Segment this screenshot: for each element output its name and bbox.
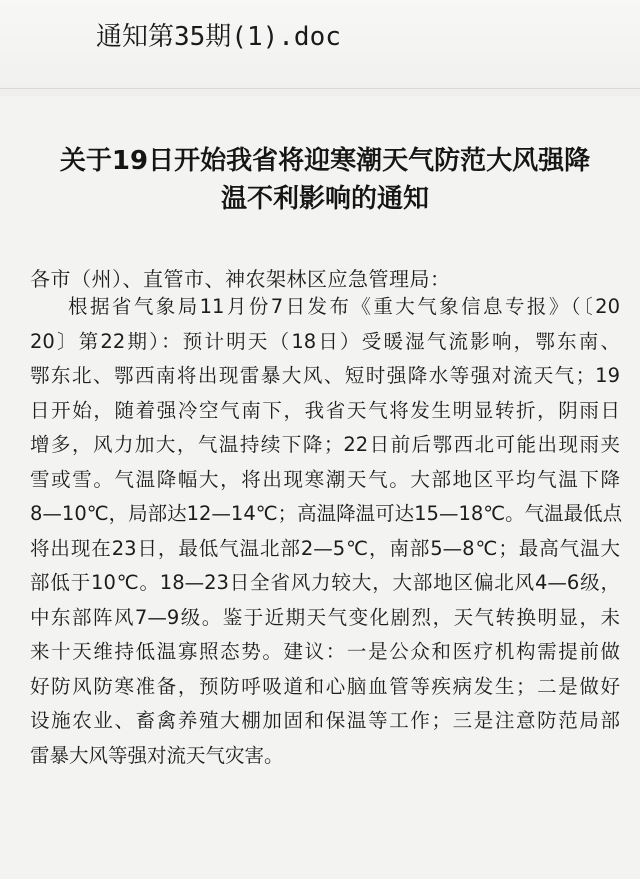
- heading-line: 温不利影响的通知: [220, 184, 429, 214]
- body-line: 根据省气象局11月份7日发布《重大气象信息专报》（〔20: [68, 295, 620, 318]
- body-line: 中东部阵风7—9级。鉴于近期天气变化剧烈，天气转换明显，未: [30, 605, 620, 629]
- heading-line: 关于19日开始我省将迎寒潮天气防范大风强降: [59, 146, 591, 176]
- body-line: 设施农业、畜禽养殖大棚加固和保温等工作；三是注意防范局部: [30, 709, 620, 732]
- body-line: 好防风防寒准备，预防呼吸道和心脑血管等疾病发生；二是做好: [30, 674, 620, 698]
- document-heading: [30, 142, 620, 218]
- body-line: 鄂东北、鄂西南将出现雷暴大风、短时强降水等强对流天气；19: [30, 364, 620, 387]
- body-line: 将出现在23日，最低气温北部2—5℃，南部5—8℃；最高气温大: [30, 536, 620, 560]
- body-line: 日开始，随着强冷空气南下，我省天气将发生明显转折，阴雨日: [30, 398, 620, 422]
- body-line: 8—10℃，局部达12—14℃；高温降温可达15—18℃。气温最低点: [30, 502, 623, 525]
- body-line: 来十天维持低温寡照态势。建议：一是公众和医疗机构需提前做: [30, 640, 620, 663]
- file-title-bar: [0, 0, 640, 89]
- body-line: 部低于10℃。18—23日全省风力较大，大部地区偏北风4—6级，: [30, 571, 620, 594]
- file-name[interactable]: 通知第35期(1).doc: [96, 22, 341, 52]
- document-body: [30, 290, 623, 773]
- body-line: 20〕第22期）：预计明天（18日）受暖湿气流影响，鄂东南、: [30, 329, 620, 353]
- body-line: 雪或雪。气温降幅大，将出现寒潮天气。大部地区平均气温下降: [30, 467, 620, 491]
- body-line: 增多，风力加大，气温持续下降；22日前后鄂西北可能出现雨夹: [30, 433, 620, 456]
- recipient-line: 各市（州）、直管市、神农架林区应急管理局：: [30, 267, 451, 291]
- body-line: 雷暴大风等强对流天气灾害。: [30, 743, 284, 767]
